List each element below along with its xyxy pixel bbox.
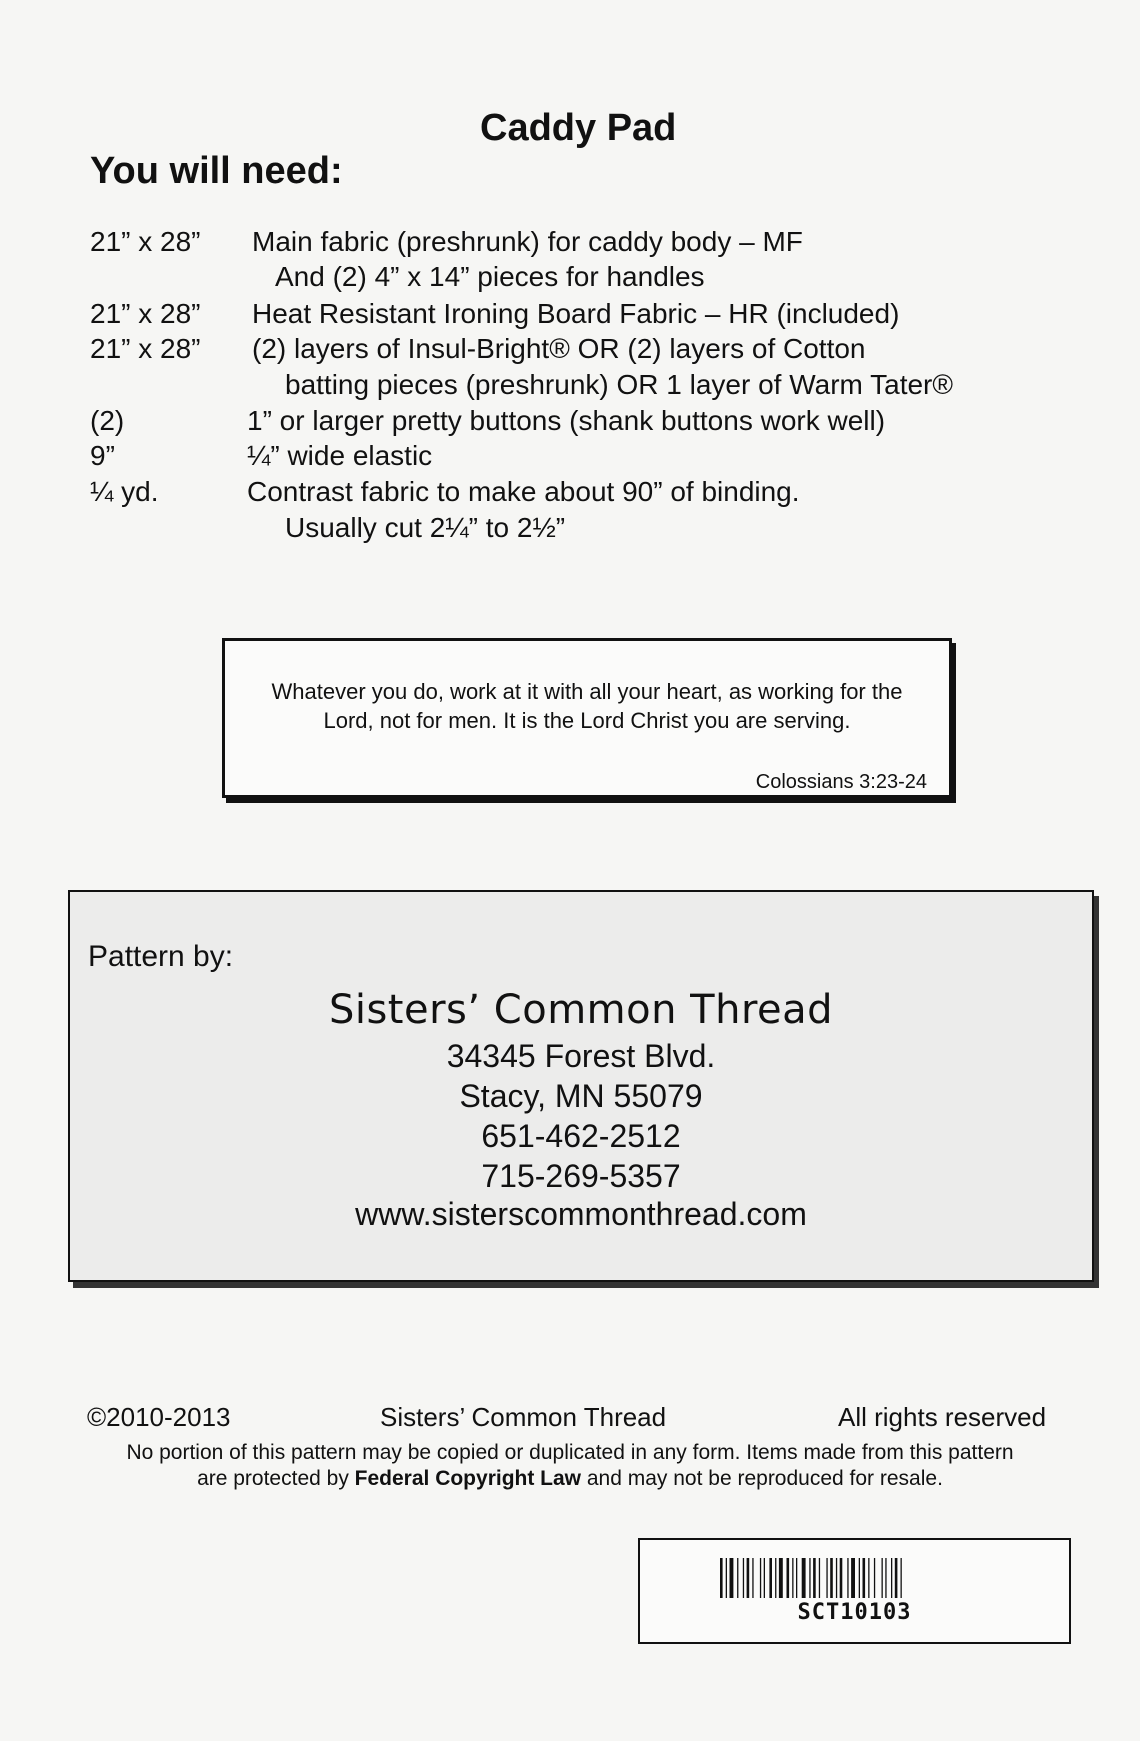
item-desc: Main fabric (preshrunk) for caddy body – MF xyxy=(252,226,803,257)
copyright-company: Sisters’ Common Thread xyxy=(380,1402,667,1432)
item-desc: Contrast fabric to make about 90” of binding. xyxy=(247,476,800,507)
barcode-bar xyxy=(752,1558,753,1598)
barcode-bar xyxy=(743,1558,744,1598)
item-desc: ¼” wide elastic xyxy=(247,440,433,471)
barcode-bar xyxy=(726,1558,727,1598)
item-desc: (2) layers of Insul-Bright® OR (2) layers of Cotton xyxy=(252,333,866,364)
website-link[interactable]: www.sisterscommonthread.com xyxy=(355,1196,807,1232)
item-qty: 21” x 28” xyxy=(90,298,201,329)
item-qty: ¼ yd. xyxy=(90,476,159,507)
barcode-bar xyxy=(868,1558,869,1598)
notice-emphasis: Federal Copyright Law xyxy=(354,1467,582,1490)
rights-reserved: All rights reserved xyxy=(838,1402,1047,1432)
product-code: SCT10103 xyxy=(797,1600,912,1625)
pattern-by-label: Pattern by: xyxy=(88,940,234,973)
pattern-by-box xyxy=(68,890,1094,1282)
barcode-bar xyxy=(775,1558,776,1598)
item-qty: (2) xyxy=(90,405,125,436)
barcode-bar xyxy=(895,1558,898,1598)
barcode-bar xyxy=(809,1558,810,1598)
barcode-bar xyxy=(764,1558,765,1598)
barcode-bar xyxy=(891,1558,892,1598)
barcode-bar xyxy=(769,1558,772,1598)
barcode-bar xyxy=(819,1558,820,1598)
item-desc: Usually cut 2¼” to 2½” xyxy=(285,512,566,543)
quote-text: Whatever you do, work at it with all your heart, as working for the Lord, not for men. It is the Lord Christ you are serving. xyxy=(271,679,903,733)
address: 34345 Forest Blvd. xyxy=(446,1038,716,1074)
item-qty: 21” x 28” xyxy=(90,333,201,364)
barcode-bar xyxy=(737,1558,738,1598)
barcode-bar xyxy=(882,1558,883,1598)
barcode-bar xyxy=(830,1558,833,1598)
barcode-bar xyxy=(779,1558,783,1598)
barcode-bar xyxy=(847,1558,848,1598)
barcode-bar xyxy=(863,1558,866,1598)
barcode-box xyxy=(638,1538,1071,1644)
needs-heading: You will need: xyxy=(90,150,343,192)
item-desc: Heat Resistant Ironing Board Fabric – HR (included) xyxy=(252,298,900,329)
quote-box xyxy=(222,638,952,798)
barcode-bar xyxy=(787,1558,790,1598)
barcode-bar xyxy=(851,1558,855,1598)
quote-reference: Colossians 3:23-24 xyxy=(755,771,927,793)
barcode-bar xyxy=(796,1558,797,1598)
city-state-zip: Stacy, MN 55079 xyxy=(459,1078,703,1114)
page-title: Caddy Pad xyxy=(480,107,677,149)
item-qty: 9” xyxy=(90,440,115,471)
barcode-icon xyxy=(720,1558,990,1598)
barcode-bar xyxy=(760,1558,761,1598)
barcode-bar xyxy=(885,1558,886,1598)
copyright-notice-line2 xyxy=(0,1466,1140,1492)
notice-text: are protected by xyxy=(197,1467,355,1490)
phone-1: 651-462-2512 xyxy=(481,1118,681,1154)
barcode-bar xyxy=(747,1558,750,1598)
barcode-bar xyxy=(840,1558,843,1598)
barcode-bar xyxy=(859,1558,860,1598)
copyright-years: ©2010-2013 xyxy=(87,1402,231,1432)
notice-text: and may not be reproduced for resale. xyxy=(581,1467,943,1490)
barcode-bar xyxy=(730,1558,734,1598)
barcode-bar xyxy=(836,1558,837,1598)
barcode-bar xyxy=(874,1558,875,1598)
copyright-notice-line1: No portion of this pattern may be copied or duplicated in any form. Items made from this pattern xyxy=(126,1441,1014,1464)
item-desc: And (2) 4” x 14” pieces for handles xyxy=(275,261,705,292)
item-desc: 1” or larger pretty buttons (shank buttons work well) xyxy=(247,405,886,436)
barcode-bar xyxy=(813,1558,816,1598)
barcode-bar xyxy=(901,1558,902,1598)
item-qty: 21” x 28” xyxy=(90,226,201,257)
phone-2: 715-269-5357 xyxy=(481,1158,681,1194)
barcode-bar xyxy=(720,1558,723,1598)
company-name: Sisters’ Common Thread xyxy=(328,987,834,1033)
barcode-bar xyxy=(802,1558,806,1598)
barcode-bar xyxy=(792,1558,793,1598)
item-desc: batting pieces (preshrunk) OR 1 layer of Warm Tater® xyxy=(285,369,953,400)
barcode-bar xyxy=(826,1558,827,1598)
